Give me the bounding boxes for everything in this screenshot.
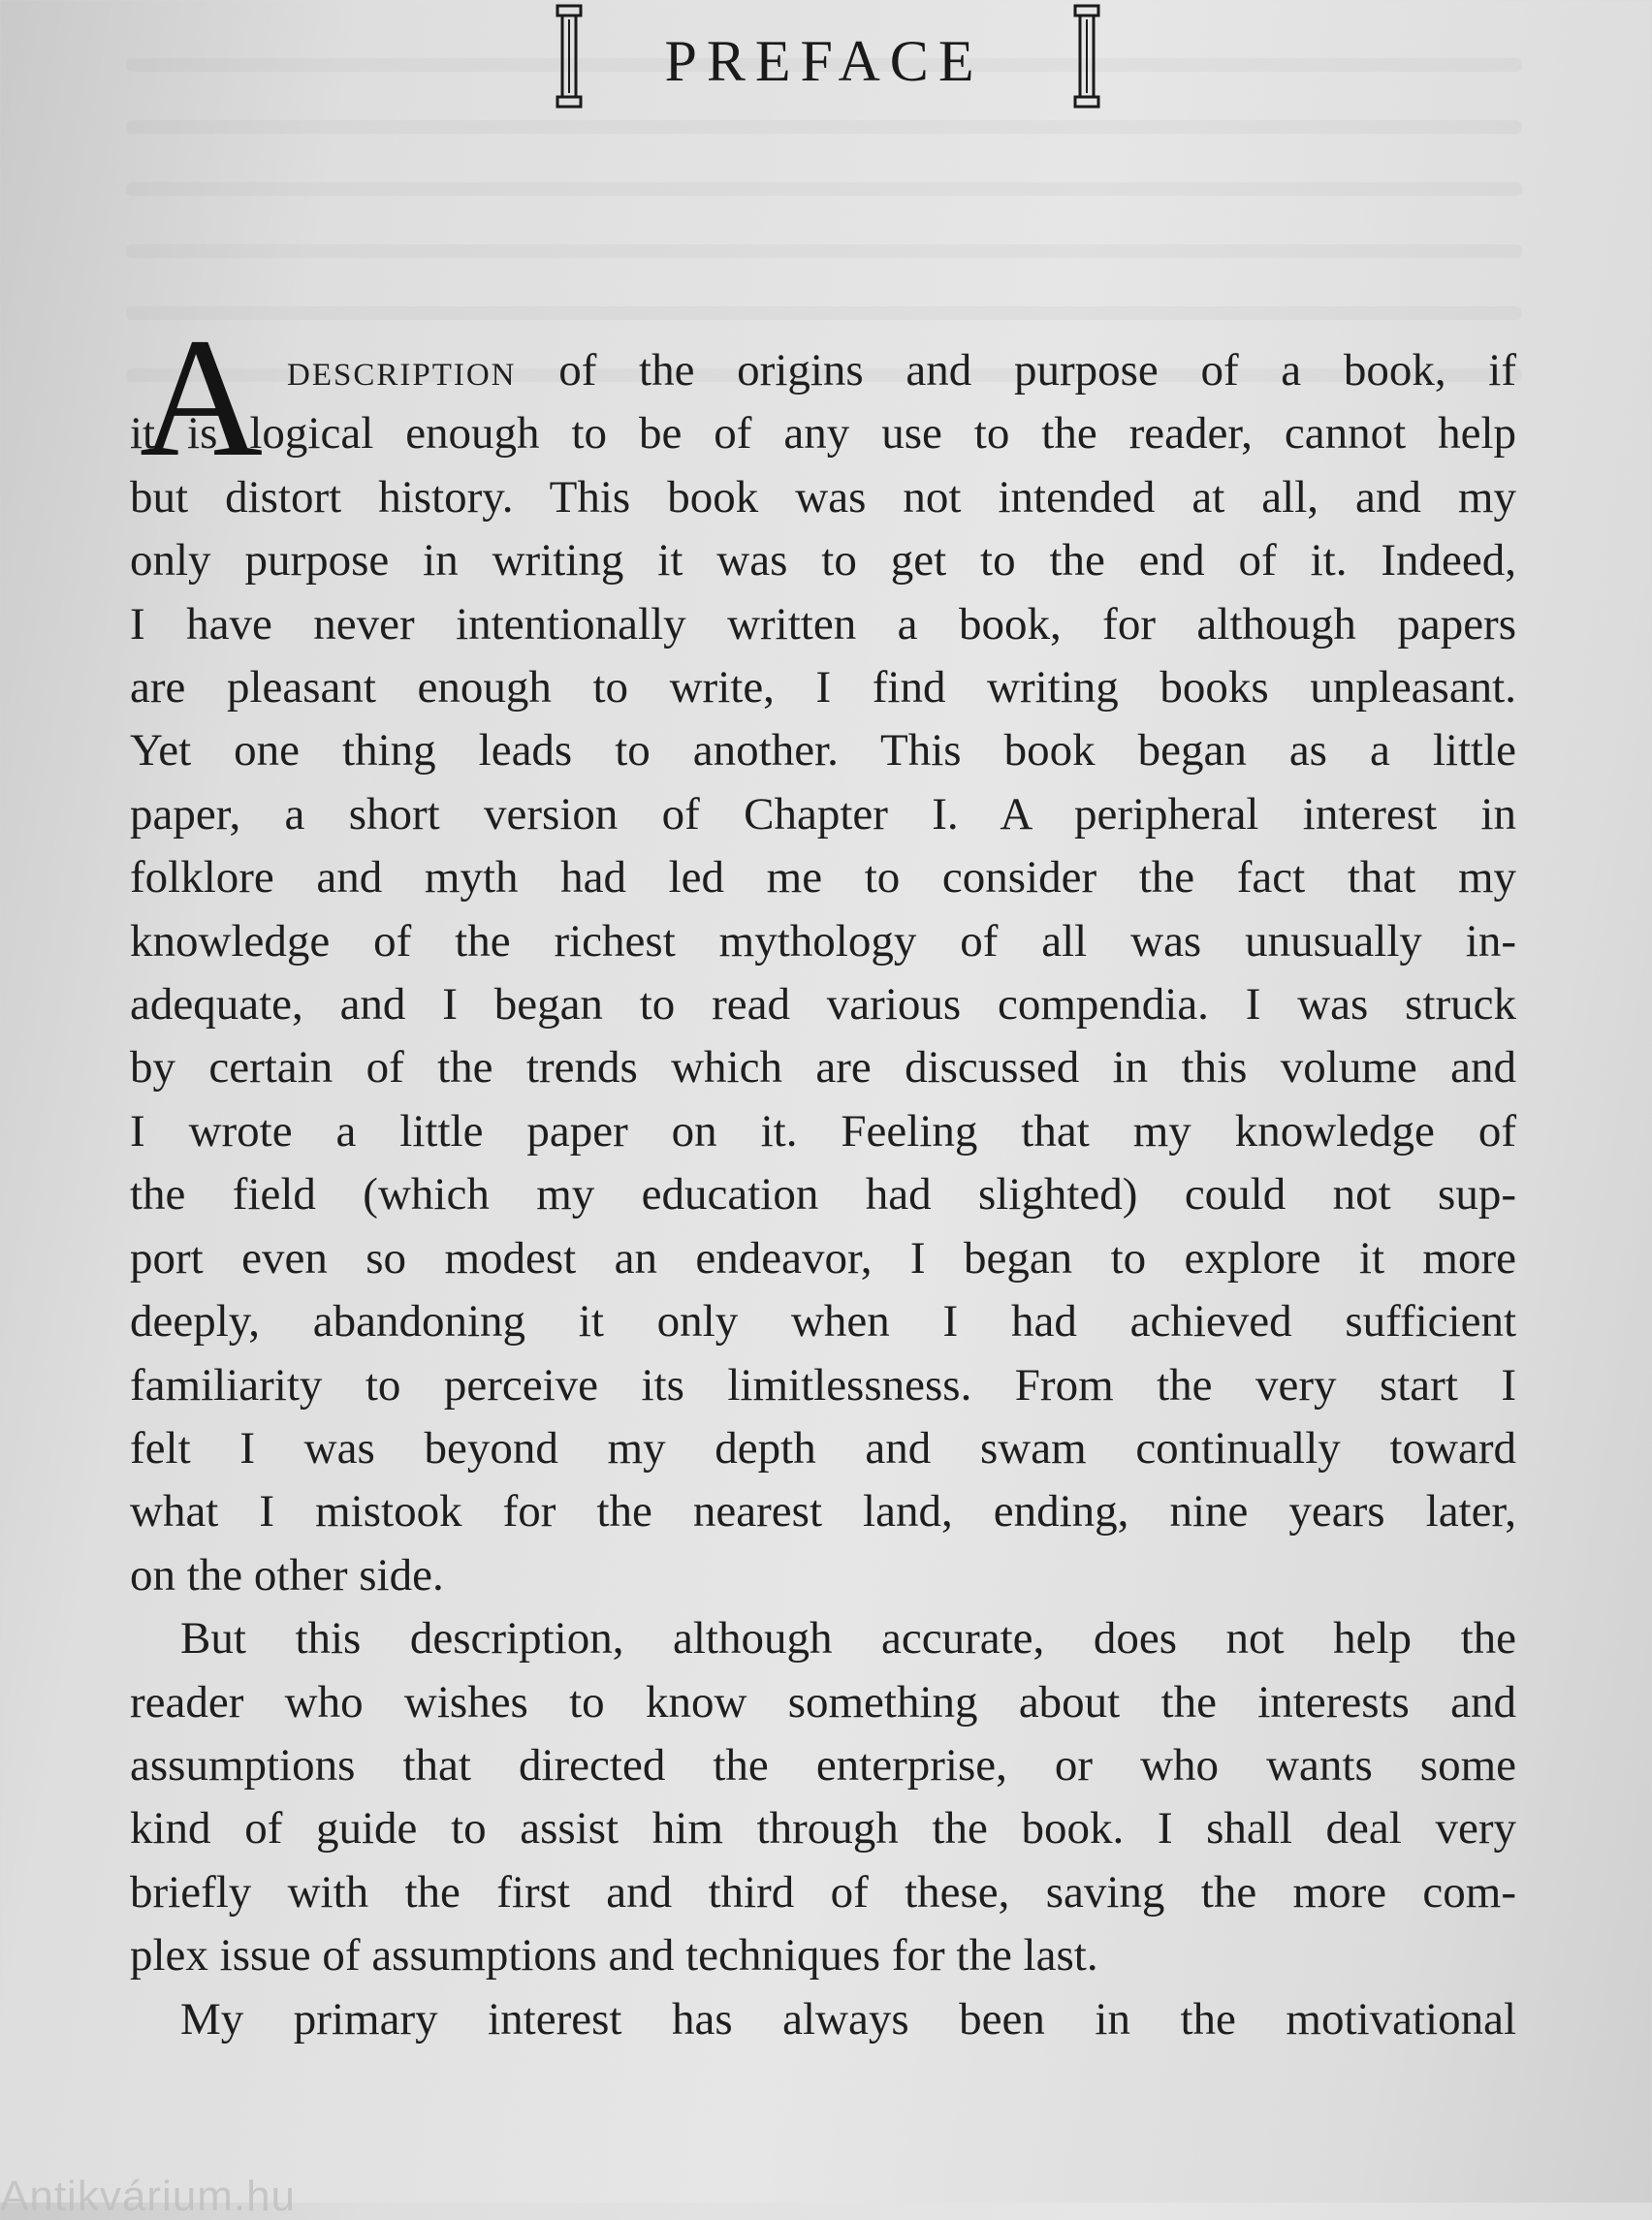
paragraph-2-line: But this description, although accurate, does not help the (180, 1613, 1516, 1665)
paragraph-1-line: are pleasant enough to write, I find writing books unpleasant. (130, 662, 1516, 714)
paragraph-1-line: but distort history. This book was not intended at all, and my (130, 471, 1516, 523)
paragraph-1-line: by certain of the trends which are discussed in this volume and (130, 1042, 1516, 1094)
paragraph-1-line: description of the origins and purpose of a book, if (287, 345, 1516, 396)
lead-smallcaps: description (287, 345, 517, 396)
drop-cap: A (140, 303, 264, 492)
paragraph-1-line: felt I was beyond my depth and swam continually toward (130, 1422, 1516, 1474)
paragraph-1-line: the field (which my education had slighted) could not sup- (130, 1169, 1516, 1221)
watermark: Antikvárium.hu (0, 2172, 297, 2220)
paragraph-1-line: on the other side. (130, 1549, 444, 1601)
paragraph-1-line: deeply, abandoning it only when I had achieved sufficient (130, 1296, 1516, 1348)
paragraph-1-line: it is logical enough to be of any use to the reader, cannot help (130, 408, 1516, 460)
paragraph-3-line: My primary interest has always been in the motivational (180, 1993, 1516, 2045)
paragraph-2-line: assumptions that directed the enterprise, or who wants some (130, 1739, 1516, 1791)
right-bracket-ornament-icon (1072, 4, 1101, 109)
paragraph-1-line: familiarity to perceive its limitlessness. From the very start I (130, 1359, 1516, 1411)
paragraph-2-line: kind of guide to assist him through the book. I shall deal very (130, 1803, 1516, 1855)
paragraph-1-line: folklore and myth had led me to consider the fact that my (130, 852, 1516, 904)
paragraph-1-line: Yet one thing leads to another. This book began as a little (130, 725, 1516, 777)
paragraph-1-line: only purpose in writing it was to get to the end of it. Indeed, (130, 535, 1516, 587)
paragraph-1-line: knowledge of the richest mythology of all was unusually in- (130, 915, 1516, 967)
paragraph-1-line: paper, a short version of Chapter I. A peripheral interest in (130, 788, 1516, 840)
page-heading (0, 0, 1652, 116)
paragraph-1-line: I have never intentionally written a book, for although papers (130, 598, 1516, 650)
paragraph-1-line: port even so modest an endeavor, I began to explore it more (130, 1232, 1516, 1284)
preface-body (130, 303, 1516, 2051)
page-title: PREFACE (664, 29, 984, 93)
paragraph-2-line: plex issue of assumptions and techniques for the last. (130, 1930, 1098, 1982)
paragraph-1-line: adequate, and I began to read various compendia. I was struck (130, 979, 1516, 1031)
paragraph-1-line: I wrote a little paper on it. Feeling that my knowledge of (130, 1105, 1516, 1157)
paragraph-2-line: briefly with the first and third of these, saving the more com- (130, 1866, 1516, 1918)
paragraph-1-line: what I mistook for the nearest land, ending, nine years later, (130, 1486, 1516, 1538)
paragraph-2-line: reader who wishes to know something about the interests and (130, 1676, 1516, 1728)
left-bracket-ornament-icon (555, 4, 584, 109)
